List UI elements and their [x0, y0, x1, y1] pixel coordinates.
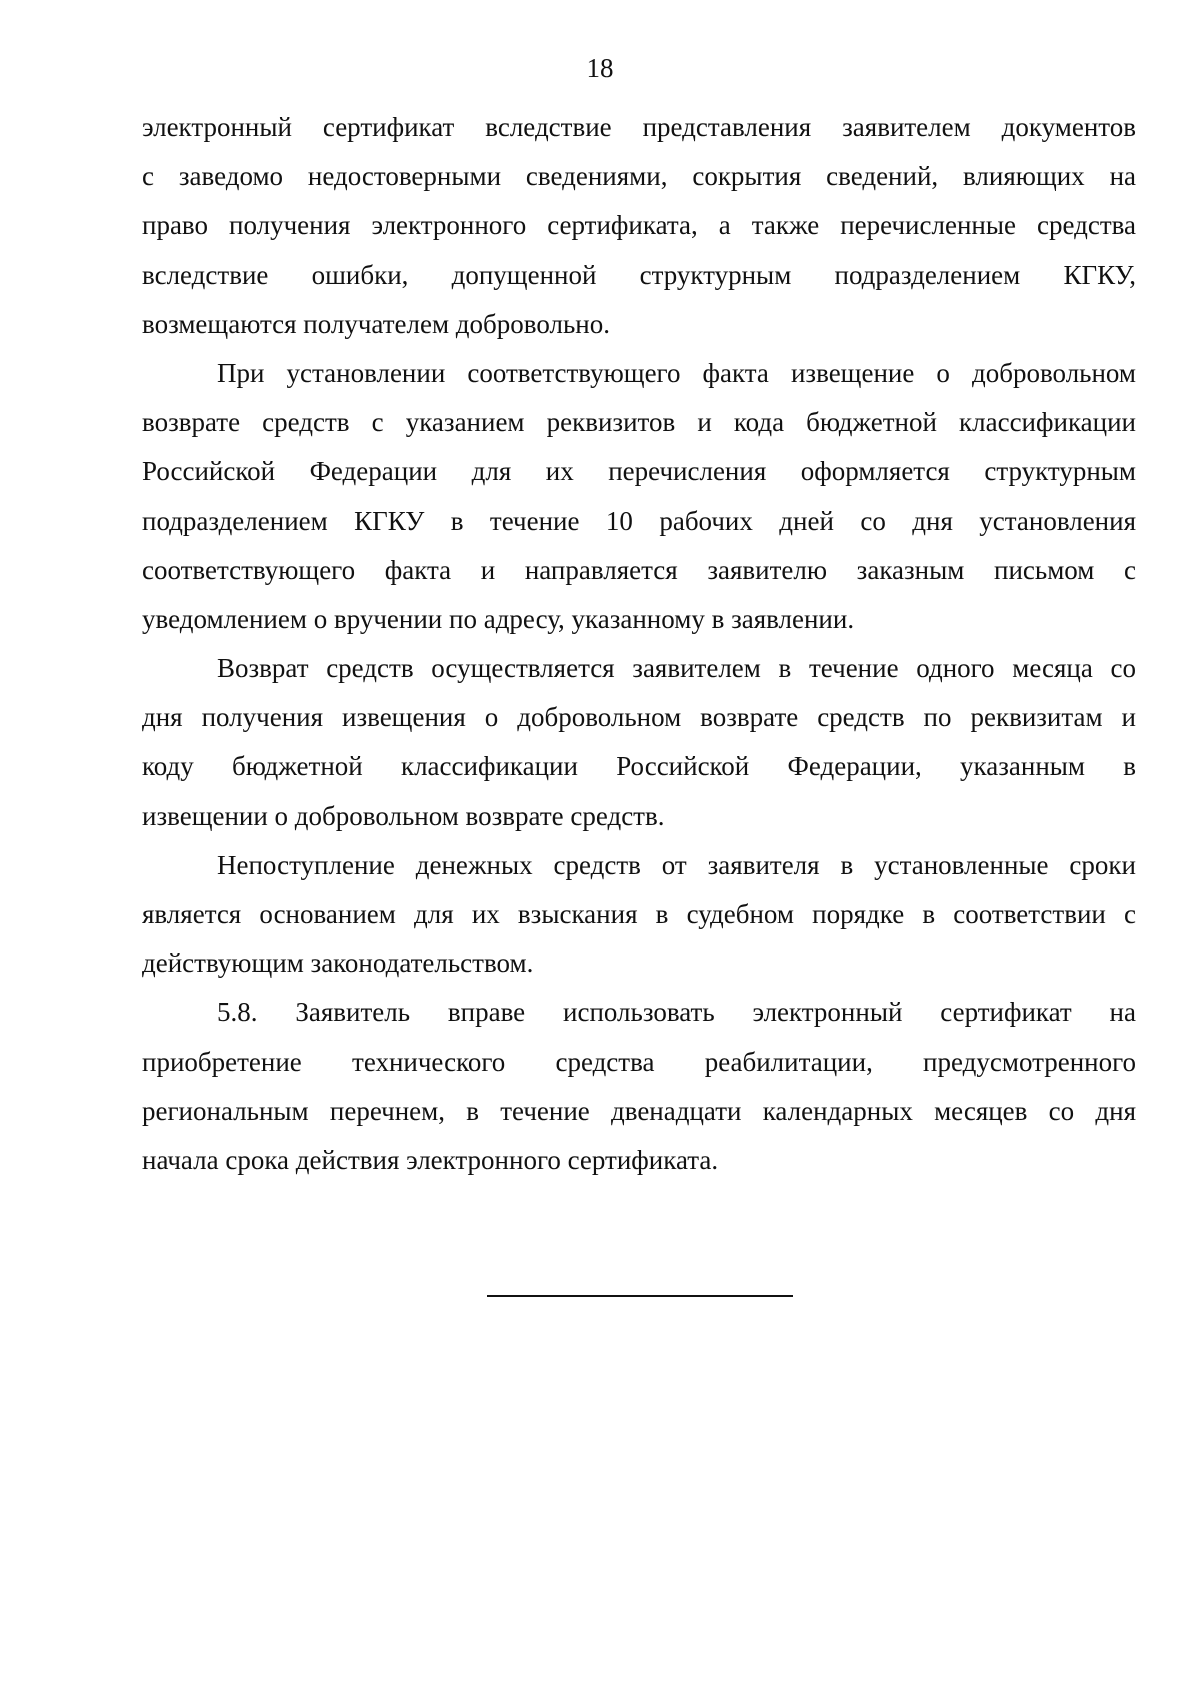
paragraph-line: возмещаются получателем добровольно.: [142, 308, 610, 339]
paragraph-line: возврате средств с указанием реквизитов и кода бюджетной классификации: [142, 407, 1136, 438]
paragraph-line: При установлении соответствующего факта извещение о добровольном: [217, 357, 1136, 388]
paragraph-4: [142, 841, 1136, 989]
paragraph-line: извещении о добровольном возврате средств.: [142, 800, 665, 831]
paragraph-line: региональным перечнем, в течение двенадцати календарных месяцев со дня: [142, 1095, 1136, 1126]
end-of-document-rule: [487, 1295, 793, 1297]
paragraph-line: Российской Федерации для их перечисления оформляется структурным: [142, 456, 1136, 487]
paragraph-5: [142, 988, 1136, 1185]
paragraph-line: коду бюджетной классификации Российской Федерации, указанным в: [142, 751, 1136, 782]
paragraph-line: действующим законодательством.: [142, 948, 534, 979]
paragraph-line: соответствующего факта и направляется заявителю заказным письмом с: [142, 554, 1136, 585]
document-body: [142, 103, 1136, 1185]
paragraph-line: является основанием для их взыскания в судебном порядке в соответствии с: [142, 899, 1136, 929]
paragraph-1: [142, 103, 1136, 349]
paragraph-3: [142, 644, 1136, 841]
paragraph-line: электронный сертификат вследствие представления заявителем документов: [142, 112, 1136, 142]
paragraph-line: дня получения извещения о добровольном возврате средств по реквизитам и: [142, 702, 1136, 733]
paragraph-line: 5.8. Заявитель вправе использовать электронный сертификат на: [217, 997, 1136, 1028]
paragraph-line: право получения электронного сертификата, а также перечисленные средства: [142, 210, 1136, 241]
paragraph-line: подразделением КГКУ в течение 10 рабочих дней со дня установления: [142, 505, 1136, 536]
paragraph-line: Непоступление денежных средств от заявителя в установленные сроки: [217, 849, 1136, 880]
paragraph-line: Возврат средств осуществляется заявителем в течение одного месяца со: [217, 653, 1136, 684]
paragraph-line: начала срока действия электронного сертификата.: [142, 1144, 719, 1175]
paragraph-2: [142, 349, 1136, 644]
paragraph-line: уведомлением о вручении по адресу, указанному в заявлении.: [142, 603, 855, 634]
paragraph-line: с заведомо недостоверными сведениями, сокрытия сведений, влияющих на: [142, 161, 1136, 192]
page-number: 18: [586, 53, 614, 83]
paragraph-line: вследствие ошибки, допущенной структурным подразделением КГКУ,: [142, 259, 1136, 290]
paragraph-line: приобретение технического средства реабилитации, предусмотренного: [142, 1046, 1136, 1077]
